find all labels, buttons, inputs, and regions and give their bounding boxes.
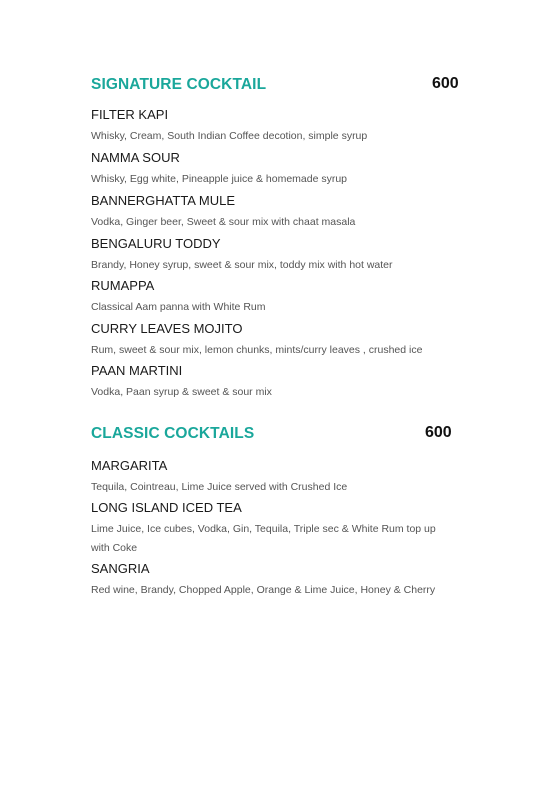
- item-description: Lime Juice, Ice cubes, Vodka, Gin, Tequila, Triple sec & White Rum top up with Coke: [91, 523, 436, 554]
- classic-cocktails-section: [91, 424, 471, 596]
- signature-cocktail-section: [91, 75, 471, 398]
- item-name: SANGRIA: [91, 561, 150, 576]
- item-description: Rum, sweet & sour mix, lemon chunks, mints/curry leaves , crushed ice: [91, 344, 423, 356]
- menu-item: [91, 150, 461, 189]
- menu-item: [91, 278, 461, 317]
- item-description: Vodka, Ginger beer, Sweet & sour mix with chaat masala: [91, 216, 356, 228]
- menu-item: [91, 561, 461, 600]
- section-price: 600: [432, 75, 459, 92]
- item-name: FILTER KAPI: [91, 107, 169, 122]
- section-price: 600: [425, 424, 452, 441]
- item-description: Classical Aam panna with White Rum: [91, 301, 266, 313]
- item-description: Tequila, Cointreau, Lime Juice served with Crushed Ice: [91, 481, 348, 493]
- item-name: NAMMA SOUR: [91, 150, 180, 165]
- item-description: Whisky, Egg white, Pineapple juice & homemade syrup: [91, 173, 348, 185]
- menu-item: [91, 363, 461, 402]
- item-name: CURRY LEAVES MOJITO: [91, 321, 243, 336]
- item-description: Whisky, Cream, South Indian Coffee decotion, simple syrup: [91, 130, 368, 142]
- item-name: RUMAPPA: [91, 278, 155, 293]
- item-description: Brandy, Honey syrup, sweet & sour mix, toddy mix with hot water: [91, 259, 393, 271]
- item-description: Red wine, Brandy, Chopped Apple, Orange & Lime Juice, Honey & Cherry: [91, 584, 436, 596]
- menu-item: [91, 321, 461, 360]
- menu-item: [91, 458, 461, 497]
- item-name: MARGARITA: [91, 458, 168, 473]
- item-name: LONG ISLAND ICED TEA: [91, 500, 242, 515]
- menu-item: [91, 107, 461, 146]
- item-name: BENGALURU TODDY: [91, 236, 221, 251]
- section-header: [91, 76, 471, 100]
- item-description: Vodka, Paan syrup & sweet & sour mix: [91, 386, 272, 398]
- menu-item: [91, 236, 461, 275]
- section-header: [91, 425, 471, 449]
- menu-item: [91, 193, 461, 232]
- section-title: SIGNATURE COCKTAIL: [91, 76, 267, 93]
- item-name: BANNERGHATTA MULE: [91, 193, 235, 208]
- item-name: PAAN MARTINI: [91, 363, 183, 378]
- menu-item: [91, 500, 461, 558]
- section-title: CLASSIC COCKTAILS: [91, 425, 255, 442]
